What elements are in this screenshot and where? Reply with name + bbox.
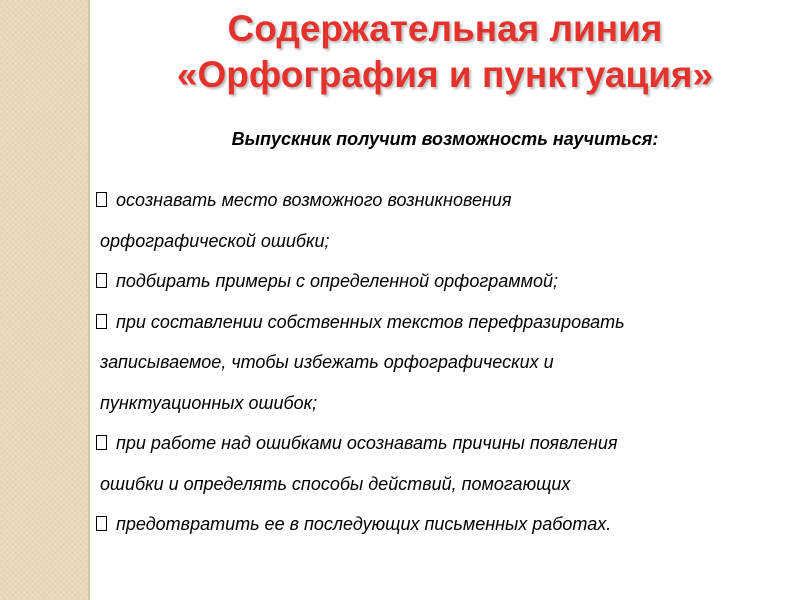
list-item-text: при составлении собственных текстов перефразировать: [116, 311, 625, 332]
list-item: [94, 261, 794, 302]
list-item-text: предотвратить ее в последующих письменных работах.: [116, 514, 612, 534]
list-item-text: осознавать место возможного возникновения: [116, 190, 512, 210]
list-item-text: при работе над ошибками осознавать причины появления: [116, 433, 618, 453]
title-line-1: Содержательная линия: [227, 8, 663, 49]
list-item-text: записываемое, чтобы избежать орфографических и: [100, 352, 554, 372]
list-item-text: подбирать примеры с определенной орфограммой;: [116, 271, 558, 291]
list-item: [94, 302, 794, 424]
decorative-side-strip: [0, 0, 88, 600]
list-item: [94, 504, 794, 545]
list-item-text: ошибки и определять способы действий, помогающих: [100, 473, 571, 494]
side-strip-edge: [88, 0, 90, 600]
title-line-2: «Орфография и пунктуация»: [176, 54, 714, 95]
slide-subtitle: Выпускник получит возможность научиться:: [231, 129, 659, 149]
slide-title: [100, 6, 790, 98]
outcomes-list: [94, 180, 794, 545]
list-item-text: орфографической ошибки;: [100, 230, 330, 251]
box-bullet-icon: [96, 192, 107, 207]
box-bullet-icon: [96, 435, 107, 450]
list-item: [94, 423, 794, 504]
list-item: [94, 180, 794, 261]
box-bullet-icon: [96, 314, 107, 329]
box-bullet-icon: [96, 273, 107, 288]
box-bullet-icon: [96, 516, 107, 531]
list-item-text: пунктуационных ошибок;: [100, 392, 318, 413]
